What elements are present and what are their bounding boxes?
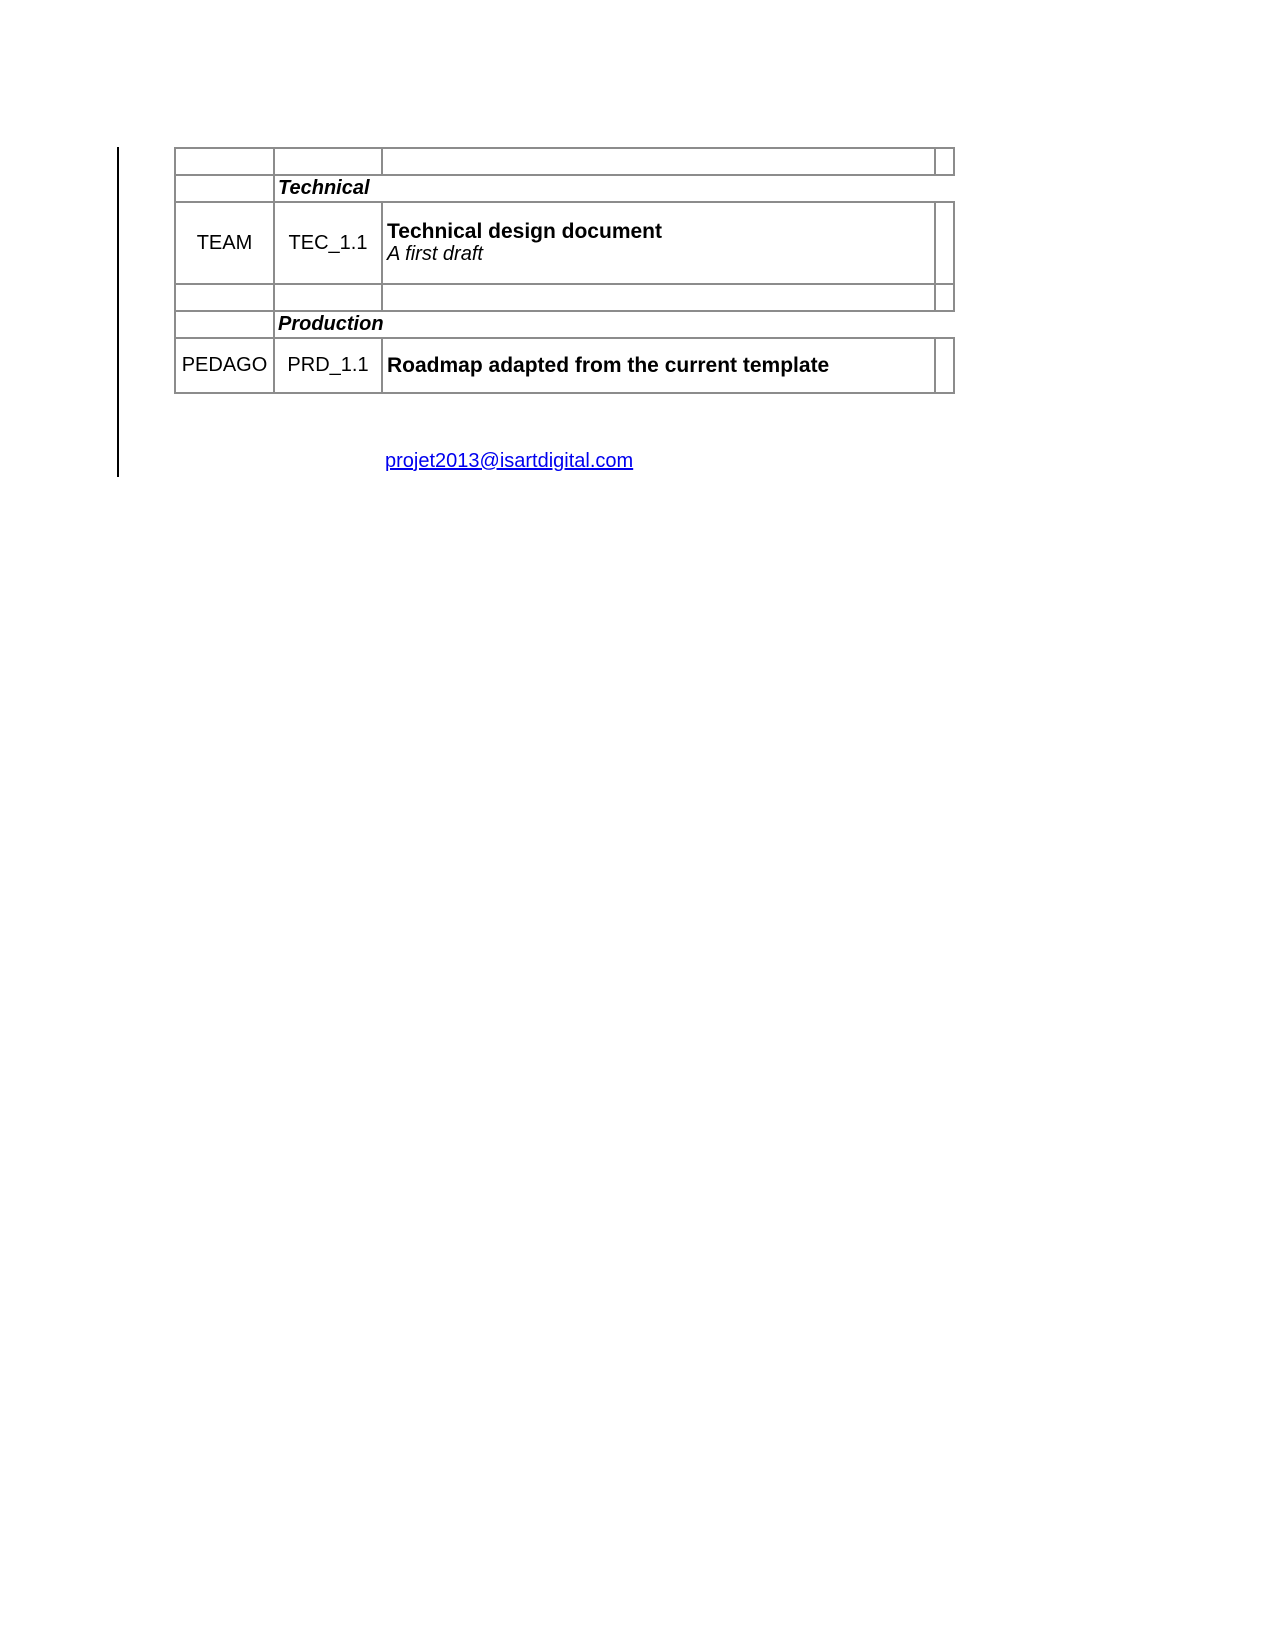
task-code: TEC_1.1 (274, 202, 382, 284)
table-spacer-row (175, 148, 954, 175)
empty-cell (935, 202, 954, 284)
empty-cell (935, 148, 954, 175)
task-description (382, 338, 935, 393)
roadmap-table (174, 147, 955, 394)
section-heading: Technical (274, 175, 954, 202)
task-note: A first draft (387, 243, 483, 265)
empty-cell (935, 284, 954, 311)
task-owner: TEAM (175, 202, 274, 284)
table-row (175, 338, 954, 393)
empty-cell (382, 284, 935, 311)
empty-cell (935, 338, 954, 393)
table-spacer-row (175, 284, 954, 311)
task-code: PRD_1.1 (274, 338, 382, 393)
empty-cell (274, 148, 382, 175)
section-heading-row (175, 311, 954, 338)
section-heading: Production (274, 311, 954, 338)
empty-cell (175, 311, 274, 338)
empty-cell (382, 148, 935, 175)
empty-cell (274, 284, 382, 311)
contact-email-link[interactable]: projet2013@isartdigital.com (385, 450, 634, 472)
empty-cell (175, 148, 274, 175)
task-owner: PEDAGO (175, 338, 274, 393)
margin-change-bar (117, 147, 119, 477)
empty-cell (175, 284, 274, 311)
task-title: Technical design document (387, 220, 662, 243)
task-title: Roadmap adapted from the current template (387, 354, 830, 377)
task-description (382, 202, 935, 284)
section-heading-row (175, 175, 954, 202)
table-row (175, 202, 954, 284)
empty-cell (175, 175, 274, 202)
